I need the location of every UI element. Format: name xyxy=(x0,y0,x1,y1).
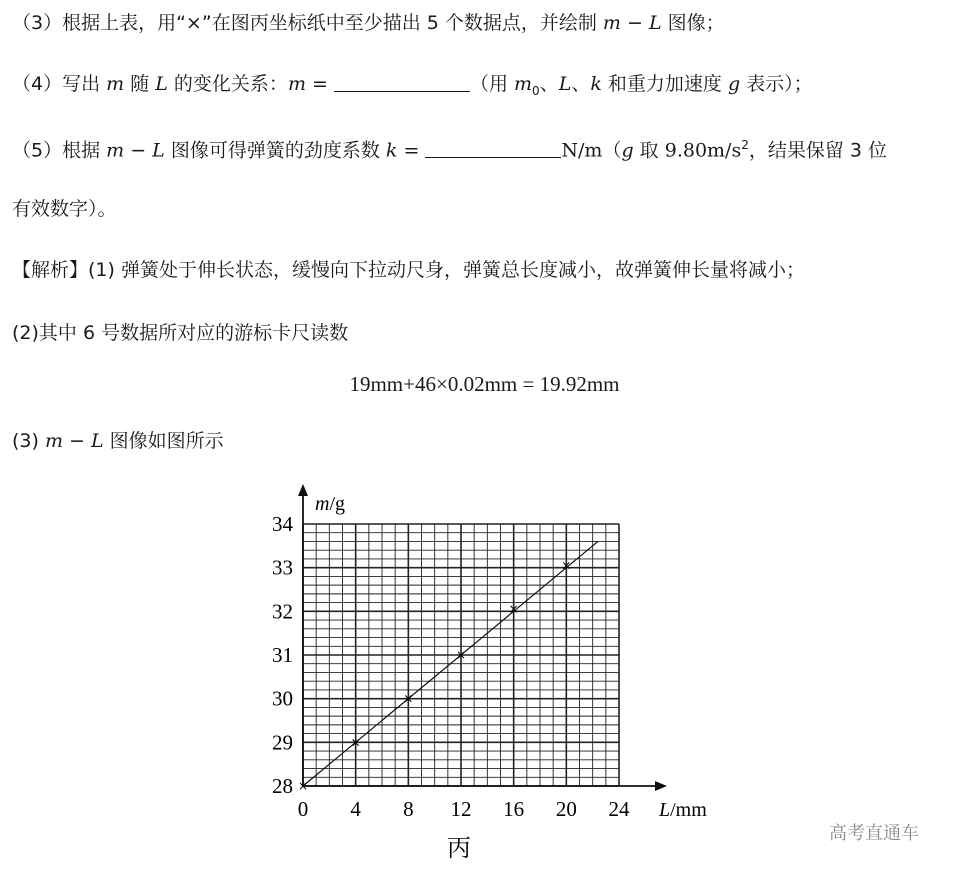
x-tick-label: 24 xyxy=(608,797,630,821)
analysis-part-1: 【解析】(1) 弹簧处于伸长状态，缓慢向下拉动尺身，弹簧总长度减小，故弹簧伸长量将减小； xyxy=(12,259,805,281)
y-tick-label: 28 xyxy=(272,774,293,798)
y-tick-label: 34 xyxy=(272,512,293,536)
x-tick-label: 20 xyxy=(555,797,577,821)
vernier-formula: 19mm+46×0.02mm = 19.92mm xyxy=(349,372,620,396)
y-tick-label: 32 xyxy=(272,599,293,624)
y-axis-label: m/g xyxy=(315,493,346,515)
data-point-marker: × xyxy=(508,602,519,617)
answer-blank-4[interactable] xyxy=(334,73,470,92)
watermark: 高考直通车 xyxy=(829,823,919,844)
y-tick-label: 29 xyxy=(272,730,293,755)
data-point-marker: × xyxy=(350,735,361,750)
data-point-marker: × xyxy=(455,648,467,662)
x-axis-arrow xyxy=(655,781,667,791)
y-tick-label: 33 xyxy=(272,555,293,580)
x-tick-label: 16 xyxy=(503,797,525,821)
figure-caption: 丙 xyxy=(447,834,471,862)
analysis-part-2: (2)其中 6 号数据所对应的游标卡尺读数 xyxy=(12,322,349,344)
question-5-continued: 有效数字）。 xyxy=(12,198,117,220)
question-3: （3）根据上表，用“×”在图丙坐标纸中至少描出 5 个数据点，并绘制 m − L 图像； xyxy=(12,12,725,34)
m-L-graph xyxy=(250,480,730,865)
x-tick-label: 4 xyxy=(350,797,361,821)
y-tick-label: 30 xyxy=(272,686,293,711)
y-tick-label: 31 xyxy=(272,643,293,667)
data-point-marker: × xyxy=(297,779,309,793)
tick-labels xyxy=(272,512,630,821)
x-tick-label: 8 xyxy=(403,797,414,821)
data-point-marker: × xyxy=(403,691,414,706)
question-4: （4）写出 m 随 L 的变化关系：m = （用 $m_0$、L、k 和重力加速度 g 表示）； xyxy=(12,73,813,98)
analysis-part-3: (3) m − L 图像如图所示 xyxy=(12,430,224,452)
data-point-marker: × xyxy=(561,558,572,573)
x-tick-label: 12 xyxy=(450,797,472,821)
y-axis-arrow xyxy=(298,484,308,496)
x-axis-label: L/mm xyxy=(659,799,707,821)
x-tick-label: 0 xyxy=(297,797,309,821)
question-5: （5）根据 m − L 图像可得弹簧的劲度系数 k = N/m（g 取 $9.80m/s^2$，结果保留 3 位 xyxy=(12,138,888,162)
answer-blank-5[interactable] xyxy=(425,139,561,158)
